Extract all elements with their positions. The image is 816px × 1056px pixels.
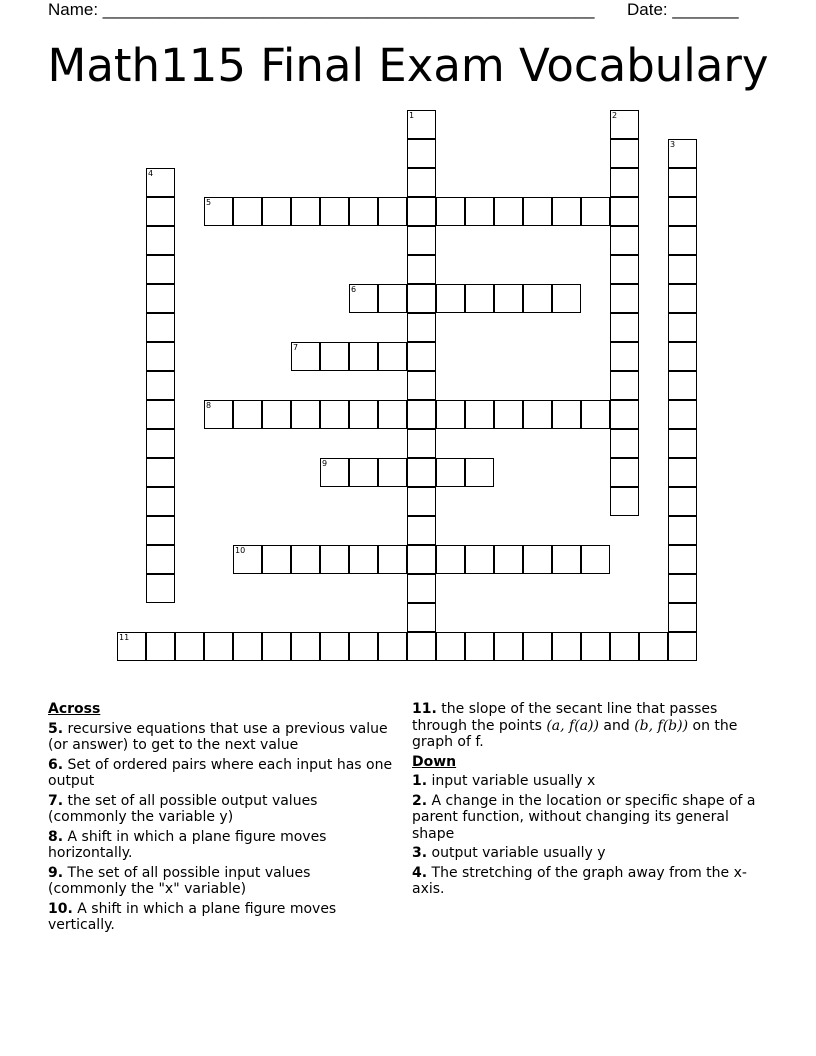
crossword-cell[interactable] [407, 139, 436, 168]
crossword-cell[interactable] [465, 545, 494, 574]
crossword-cell[interactable] [378, 400, 407, 429]
crossword-cell[interactable] [494, 284, 523, 313]
crossword-cell[interactable] [610, 429, 639, 458]
clue-across-10: 10. A shift in which a plane figure moves vertically. [48, 900, 337, 933]
clue-number: 9 [322, 459, 328, 468]
crossword-cell[interactable] [204, 197, 233, 226]
crossword-cell[interactable] [291, 342, 320, 371]
crossword-cell[interactable] [581, 400, 610, 429]
crossword-cell[interactable] [407, 313, 436, 342]
crossword-cell[interactable] [668, 632, 697, 661]
crossword-cell[interactable] [610, 487, 639, 516]
crossword-cell[interactable] [320, 458, 349, 487]
crossword-cell[interactable] [320, 400, 349, 429]
crossword-cell[interactable] [378, 342, 407, 371]
clue-across-8: 8. A shift in which a plane figure moves horizontally. [48, 828, 327, 861]
crossword-cell[interactable] [552, 400, 581, 429]
crossword-cell[interactable] [378, 458, 407, 487]
crossword-cell[interactable] [581, 545, 610, 574]
crossword-cell[interactable] [262, 197, 291, 226]
crossword-cell[interactable] [233, 545, 262, 574]
crossword-cell[interactable] [552, 197, 581, 226]
crossword-cell[interactable] [465, 458, 494, 487]
crossword-cell[interactable] [552, 545, 581, 574]
crossword-cell[interactable] [291, 197, 320, 226]
crossword-cell[interactable] [349, 458, 378, 487]
crossword-cell[interactable] [407, 110, 436, 139]
clues-right-column [412, 701, 767, 901]
crossword-cell[interactable] [523, 400, 552, 429]
crossword-cell[interactable] [610, 168, 639, 197]
across-heading: Across [48, 701, 101, 717]
crossword-cell[interactable] [668, 487, 697, 516]
clue-down-2: 2. A change in the location or specific shape of a parent function, without changing its general shape [412, 792, 756, 842]
crossword-cell[interactable] [291, 400, 320, 429]
crossword-cell[interactable] [320, 632, 349, 661]
clue-number: 5 [206, 198, 212, 207]
clue-across-6: 6. Set of ordered pairs where each input has one output [48, 756, 393, 789]
crossword-cell[interactable] [407, 284, 436, 313]
name-field[interactable]: Name: ____________________________________________________ [48, 0, 595, 19]
crossword-cell[interactable] [610, 110, 639, 139]
crossword-cell[interactable] [146, 400, 175, 429]
crossword-cell[interactable] [146, 487, 175, 516]
crossword-cell[interactable] [465, 400, 494, 429]
crossword-cell[interactable] [436, 632, 465, 661]
crossword-cell[interactable] [262, 545, 291, 574]
clue-down-3: 3. output variable usually y [412, 845, 606, 861]
crossword-cell[interactable] [610, 632, 639, 661]
clue-across-5: 5. recursive equations that use a previous value (or answer) to get to the next value [48, 720, 388, 753]
date-field[interactable]: Date: _______ [627, 0, 739, 19]
crossword-cell[interactable] [407, 603, 436, 632]
crossword-cell[interactable] [668, 516, 697, 545]
crossword-cell[interactable] [465, 284, 494, 313]
crossword-cell[interactable] [407, 632, 436, 661]
clues-left-column [48, 701, 393, 937]
crossword-cell[interactable] [349, 400, 378, 429]
math-point-b: (b, f(b)) [634, 717, 689, 734]
crossword-cell[interactable] [668, 574, 697, 603]
crossword-cell[interactable] [668, 255, 697, 284]
crossword-cell[interactable] [407, 458, 436, 487]
clue-number: 1 [409, 111, 415, 120]
crossword-cell[interactable] [523, 284, 552, 313]
crossword-cell[interactable] [668, 284, 697, 313]
crossword-cell[interactable] [146, 429, 175, 458]
crossword-cell[interactable] [378, 545, 407, 574]
crossword-cell[interactable] [349, 284, 378, 313]
crossword-cell[interactable] [552, 284, 581, 313]
crossword-cell[interactable] [349, 342, 378, 371]
crossword-cell[interactable] [349, 632, 378, 661]
down-heading: Down [412, 753, 457, 770]
crossword-cell[interactable] [407, 574, 436, 603]
crossword-cell[interactable] [668, 371, 697, 400]
crossword-cell[interactable] [668, 342, 697, 371]
crossword-cell[interactable] [407, 255, 436, 284]
crossword-cell[interactable] [668, 458, 697, 487]
crossword-cell[interactable] [204, 632, 233, 661]
crossword-cell[interactable] [146, 313, 175, 342]
crossword-cell[interactable] [291, 632, 320, 661]
clue-number: 8 [206, 401, 212, 410]
crossword-cell[interactable] [668, 545, 697, 574]
crossword-cell[interactable] [146, 284, 175, 313]
crossword-cell[interactable] [610, 139, 639, 168]
crossword-cell[interactable] [610, 371, 639, 400]
crossword-cell[interactable] [262, 632, 291, 661]
crossword-cell[interactable] [494, 197, 523, 226]
crossword-cell[interactable] [233, 197, 262, 226]
crossword-cell[interactable] [146, 226, 175, 255]
crossword-cell[interactable] [436, 400, 465, 429]
crossword-cell[interactable] [436, 284, 465, 313]
crossword-cell[interactable] [552, 632, 581, 661]
crossword-cell[interactable] [610, 255, 639, 284]
clue-number: 2 [612, 111, 618, 120]
crossword-cell[interactable] [407, 197, 436, 226]
crossword-cell[interactable] [668, 197, 697, 226]
crossword-cell[interactable] [668, 313, 697, 342]
crossword-cell[interactable] [668, 603, 697, 632]
crossword-cell[interactable] [146, 574, 175, 603]
crossword-cell[interactable] [146, 168, 175, 197]
crossword-cell[interactable] [610, 226, 639, 255]
page-title: Math115 Final Exam Vocabulary [47, 39, 769, 92]
crossword-cell[interactable] [581, 197, 610, 226]
crossword-cell[interactable] [465, 632, 494, 661]
crossword-cell[interactable] [610, 458, 639, 487]
crossword-cell[interactable] [320, 342, 349, 371]
crossword-cell[interactable] [610, 197, 639, 226]
crossword-cell[interactable] [610, 342, 639, 371]
crossword-cell[interactable] [175, 632, 204, 661]
crossword-cell[interactable] [668, 139, 697, 168]
clue-across-11: 11. the slope of the secant line that passes through the points (a, f(a)) and (b, f(b)) on the graph of f. [412, 701, 738, 750]
crossword-cell[interactable] [146, 458, 175, 487]
crossword-cell[interactable] [117, 632, 146, 661]
crossword-cell[interactable] [146, 371, 175, 400]
crossword-cell[interactable] [581, 632, 610, 661]
crossword-cell[interactable] [668, 400, 697, 429]
crossword-cell[interactable] [523, 197, 552, 226]
clue-down-1: 1. input variable usually x [412, 773, 596, 789]
crossword-cell[interactable] [291, 545, 320, 574]
clue-number: 11 [119, 633, 130, 642]
math-point-a: (a, f(a)) [546, 717, 599, 734]
crossword-cell[interactable] [320, 197, 349, 226]
crossword-cell[interactable] [349, 545, 378, 574]
crossword-cell[interactable] [407, 545, 436, 574]
clue-number: 6 [351, 285, 357, 294]
crossword-cell[interactable] [668, 226, 697, 255]
crossword-cell[interactable] [146, 545, 175, 574]
crossword-cell[interactable] [146, 516, 175, 545]
crossword-cell[interactable] [204, 400, 233, 429]
crossword-cell[interactable] [378, 284, 407, 313]
crossword-cell[interactable] [349, 197, 378, 226]
crossword-cell[interactable] [146, 197, 175, 226]
clue-down-4: 4. The stretching of the graph away from the x-axis. [412, 864, 747, 897]
crossword-cell[interactable] [146, 342, 175, 371]
crossword-cell[interactable] [407, 226, 436, 255]
crossword-cell[interactable] [407, 371, 436, 400]
crossword-cell[interactable] [668, 168, 697, 197]
clue-number: 10 [235, 546, 246, 555]
crossword-cell[interactable] [407, 429, 436, 458]
crossword-cell[interactable] [436, 197, 465, 226]
crossword-cell[interactable] [378, 632, 407, 661]
crossword-cell[interactable] [494, 545, 523, 574]
clue-number: 4 [148, 169, 154, 178]
crossword-cell[interactable] [523, 632, 552, 661]
crossword-cell[interactable] [523, 545, 552, 574]
crossword-cell[interactable] [610, 400, 639, 429]
crossword-cell[interactable] [407, 487, 436, 516]
crossword-cell[interactable] [494, 632, 523, 661]
crossword-cell[interactable] [436, 458, 465, 487]
crossword-cell[interactable] [407, 516, 436, 545]
crossword-cell[interactable] [378, 197, 407, 226]
crossword-cell[interactable] [610, 313, 639, 342]
crossword-cell[interactable] [262, 400, 291, 429]
crossword-cell[interactable] [146, 632, 175, 661]
clue-across-7: 7. the set of all possible output values (commonly the variable y) [48, 792, 318, 825]
crossword-cell[interactable] [233, 400, 262, 429]
crossword-cell[interactable] [668, 429, 697, 458]
crossword-cell[interactable] [436, 545, 465, 574]
crossword-cell[interactable] [233, 632, 262, 661]
clue-across-9: 9. The set of all possible input values (commonly the "x" variable) [48, 864, 311, 897]
clue-number: 7 [293, 343, 299, 352]
crossword-cell[interactable] [465, 197, 494, 226]
crossword-cell[interactable] [146, 255, 175, 284]
crossword-cell[interactable] [320, 545, 349, 574]
crossword-cell[interactable] [639, 632, 668, 661]
crossword-cell[interactable] [494, 400, 523, 429]
crossword-cell[interactable] [407, 400, 436, 429]
crossword-cell[interactable] [407, 342, 436, 371]
clue-number: 3 [670, 140, 676, 149]
crossword-cell[interactable] [407, 168, 436, 197]
crossword-cell[interactable] [610, 284, 639, 313]
